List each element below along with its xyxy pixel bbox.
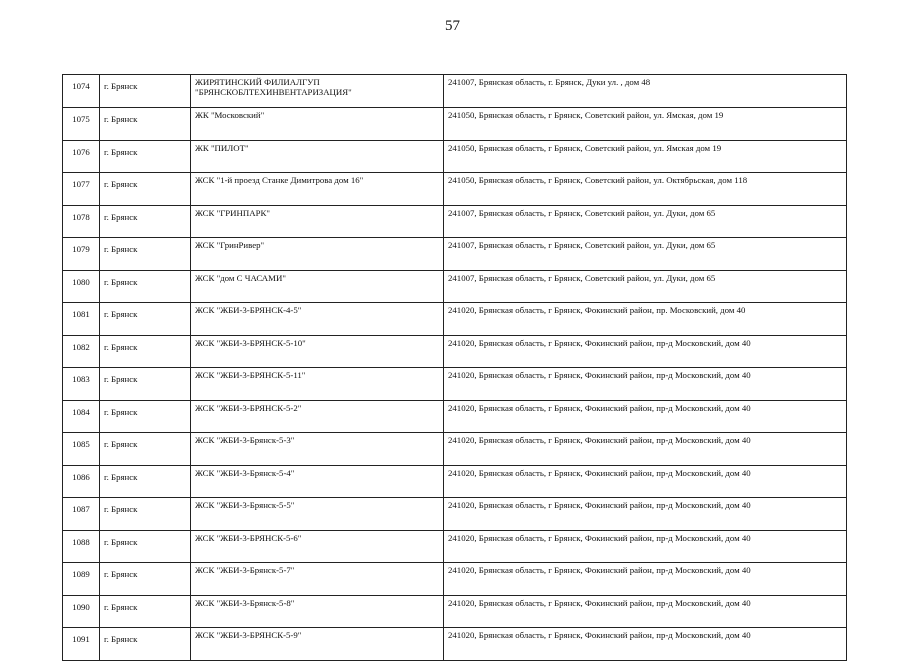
table-row bbox=[63, 433, 847, 466]
address-cell: 241007, Брянская область, г Брянск, Советский район, ул. Дуки, дом 65 bbox=[444, 270, 847, 303]
organization-name-cell bbox=[191, 75, 444, 108]
row-number-cell: 1082 bbox=[63, 335, 100, 368]
organization-name-line: ЖСК "ГринРивер" bbox=[195, 240, 265, 250]
organization-name-line: ЖСК "ЖБИ-3-БРЯНСК-5-9" bbox=[195, 630, 302, 640]
organization-name-line: ЖК "ПИЛОТ" bbox=[195, 142, 249, 153]
address-cell: 241020, Брянская область, г Брянск, Фокинский район, пр-д Московский, дом 40 bbox=[444, 368, 847, 401]
city-cell: г. Брянск bbox=[100, 530, 191, 563]
row-number-cell: 1084 bbox=[63, 400, 100, 433]
row-number-cell: 1078 bbox=[63, 205, 100, 238]
row-number-cell: 1081 bbox=[63, 303, 100, 336]
address-cell: 241020, Брянская область, г Брянск, Фокинский район, пр-д Московский, дом 40 bbox=[444, 433, 847, 466]
table-row bbox=[63, 563, 847, 596]
address-cell: 241020, Брянская область, г Брянск, Фокинский район, пр. Московский, дом 40 bbox=[444, 303, 847, 336]
organization-name-line: ЖСК "ЖБИ-3-Брянск-5-8" bbox=[195, 597, 295, 608]
organization-name-line: ЖСК "ЖБИ-3-Брянск-5-5" bbox=[195, 500, 295, 510]
organization-name-line: ЖК "Московский" bbox=[195, 110, 265, 120]
table-row bbox=[63, 465, 847, 498]
organization-name-cell bbox=[191, 108, 444, 141]
city-cell: г. Брянск bbox=[100, 303, 191, 336]
table-row bbox=[63, 595, 847, 628]
organization-name-line: ЖСК "ЖБИ-3-БРЯНСК-5-10" bbox=[195, 337, 306, 348]
address-cell: 241020, Брянская область, г Брянск, Фокинский район, пр-д Московский, дом 40 bbox=[444, 465, 847, 498]
address-cell: 241050, Брянская область, г Брянск, Советский район, ул. Октябрьская, дом 118 bbox=[444, 173, 847, 206]
table-row bbox=[63, 368, 847, 401]
table-row bbox=[63, 335, 847, 368]
address-cell: 241020, Брянская область, г Брянск, Фокинский район, пр-д Московский, дом 40 bbox=[444, 400, 847, 433]
city-cell: г. Брянск bbox=[100, 628, 191, 661]
row-number-cell: 1080 bbox=[63, 270, 100, 303]
city-cell: г. Брянск bbox=[100, 465, 191, 498]
address-cell: 241050, Брянская область, г Брянск, Советский район, ул. Ямская дом 19 bbox=[444, 140, 847, 173]
table-row bbox=[63, 75, 847, 108]
city-cell: г. Брянск bbox=[100, 173, 191, 206]
table-row bbox=[63, 498, 847, 531]
organization-name-cell bbox=[191, 530, 444, 563]
table-row bbox=[63, 173, 847, 206]
address-cell: 241020, Брянская область, г Брянск, Фокинский район, пр-д Московский, дом 40 bbox=[444, 563, 847, 596]
address-cell: 241007, Брянская область, г Брянск, Советский район, ул. Дуки, дом 65 bbox=[444, 205, 847, 238]
city-cell: г. Брянск bbox=[100, 563, 191, 596]
city-cell: г. Брянск bbox=[100, 335, 191, 368]
registry-table-body bbox=[63, 75, 847, 661]
table-row bbox=[63, 238, 847, 271]
organization-name-cell bbox=[191, 335, 444, 368]
row-number-cell: 1087 bbox=[63, 498, 100, 531]
table-row bbox=[63, 628, 847, 661]
row-number-cell: 1075 bbox=[63, 108, 100, 141]
organization-name-line: ЖИРЯТИНСКИЙ ФИЛИАЛГУП bbox=[195, 77, 320, 87]
row-number-cell: 1079 bbox=[63, 238, 100, 271]
organization-name-cell bbox=[191, 563, 444, 596]
organization-name-cell bbox=[191, 140, 444, 173]
organization-name-line: ЖСК "ЖБИ-3-Брянск-5-4" bbox=[195, 467, 295, 478]
organization-name-line: ЖСК "1-й проезд Станке Димитрова дом 16" bbox=[195, 175, 364, 185]
row-number-cell: 1076 bbox=[63, 140, 100, 173]
city-cell: г. Брянск bbox=[100, 433, 191, 466]
address-cell: 241020, Брянская область, г Брянск, Фокинский район, пр-д Московский, дом 40 bbox=[444, 628, 847, 661]
organization-name-line: ЖСК "ЖБИ-3-Брянск-5-3" bbox=[195, 435, 295, 445]
organization-name-line: ЖСК "ГРИНПАРК" bbox=[195, 207, 270, 218]
organization-name-cell bbox=[191, 465, 444, 498]
organization-name-line: ЖСК "ЖБИ-3-БРЯНСК-5-6" bbox=[195, 532, 302, 543]
row-number-cell: 1088 bbox=[63, 530, 100, 563]
table-row bbox=[63, 400, 847, 433]
row-number-cell: 1074 bbox=[63, 75, 100, 108]
organization-name-line: ЖСК "ЖБИ-3-Брянск-5-7" bbox=[195, 565, 295, 575]
organization-name-cell bbox=[191, 238, 444, 271]
row-number-cell: 1085 bbox=[63, 433, 100, 466]
organization-name-cell bbox=[191, 433, 444, 466]
organization-name-cell bbox=[191, 400, 444, 433]
organization-name-cell bbox=[191, 270, 444, 303]
organization-name-cell bbox=[191, 595, 444, 628]
table-row bbox=[63, 303, 847, 336]
city-cell: г. Брянск bbox=[100, 270, 191, 303]
city-cell: г. Брянск bbox=[100, 108, 191, 141]
table-row bbox=[63, 205, 847, 238]
table-row bbox=[63, 108, 847, 141]
row-number-cell: 1091 bbox=[63, 628, 100, 661]
organization-name-cell bbox=[191, 368, 444, 401]
organization-name-line: ЖСК "дом С ЧАСАМИ" bbox=[195, 272, 286, 283]
row-number-cell: 1083 bbox=[63, 368, 100, 401]
organization-name-cell bbox=[191, 498, 444, 531]
registry-table bbox=[62, 74, 847, 661]
city-cell: г. Брянск bbox=[100, 75, 191, 108]
organization-name-cell bbox=[191, 205, 444, 238]
address-cell: 241020, Брянская область, г Брянск, Фокинский район, пр-д Московский, дом 40 bbox=[444, 595, 847, 628]
row-number-cell: 1090 bbox=[63, 595, 100, 628]
address-cell: 241007, Брянская область, г. Брянск, Дуки ул. , дом 48 bbox=[444, 75, 847, 108]
address-cell: 241020, Брянская область, г Брянск, Фокинский район, пр-д Московский, дом 40 bbox=[444, 335, 847, 368]
city-cell: г. Брянск bbox=[100, 368, 191, 401]
organization-name-cell bbox=[191, 628, 444, 661]
city-cell: г. Брянск bbox=[100, 238, 191, 271]
city-cell: г. Брянск bbox=[100, 205, 191, 238]
row-number-cell: 1086 bbox=[63, 465, 100, 498]
address-cell: 241020, Брянская область, г Брянск, Фокинский район, пр-д Московский, дом 40 bbox=[444, 530, 847, 563]
organization-name-line: ЖСК "ЖБИ-3-БРЯНСК-4-5" bbox=[195, 305, 302, 315]
row-number-cell: 1077 bbox=[63, 173, 100, 206]
address-cell: 241007, Брянская область, г Брянск, Советский район, ул. Дуки, дом 65 bbox=[444, 238, 847, 271]
organization-name-line: ЖСК "ЖБИ-3-БРЯНСК-5-2" bbox=[195, 402, 302, 413]
city-cell: г. Брянск bbox=[100, 498, 191, 531]
organization-name-line: "БРЯНСКОБЛТЕХИНВЕНТАРИЗАЦИЯ" bbox=[195, 87, 352, 97]
row-number-cell: 1089 bbox=[63, 563, 100, 596]
address-cell: 241020, Брянская область, г Брянск, Фокинский район, пр-д Московский, дом 40 bbox=[444, 498, 847, 531]
address-cell: 241050, Брянская область, г Брянск, Советский район, ул. Ямская, дом 19 bbox=[444, 108, 847, 141]
city-cell: г. Брянск bbox=[100, 400, 191, 433]
table-row bbox=[63, 270, 847, 303]
table-row bbox=[63, 140, 847, 173]
page-number: 57 bbox=[445, 18, 460, 34]
city-cell: г. Брянск bbox=[100, 140, 191, 173]
organization-name-line: ЖСК "ЖБИ-3-БРЯНСК-5-11" bbox=[195, 370, 306, 380]
city-cell: г. Брянск bbox=[100, 595, 191, 628]
table-row bbox=[63, 530, 847, 563]
organization-name-cell bbox=[191, 173, 444, 206]
organization-name-cell bbox=[191, 303, 444, 336]
